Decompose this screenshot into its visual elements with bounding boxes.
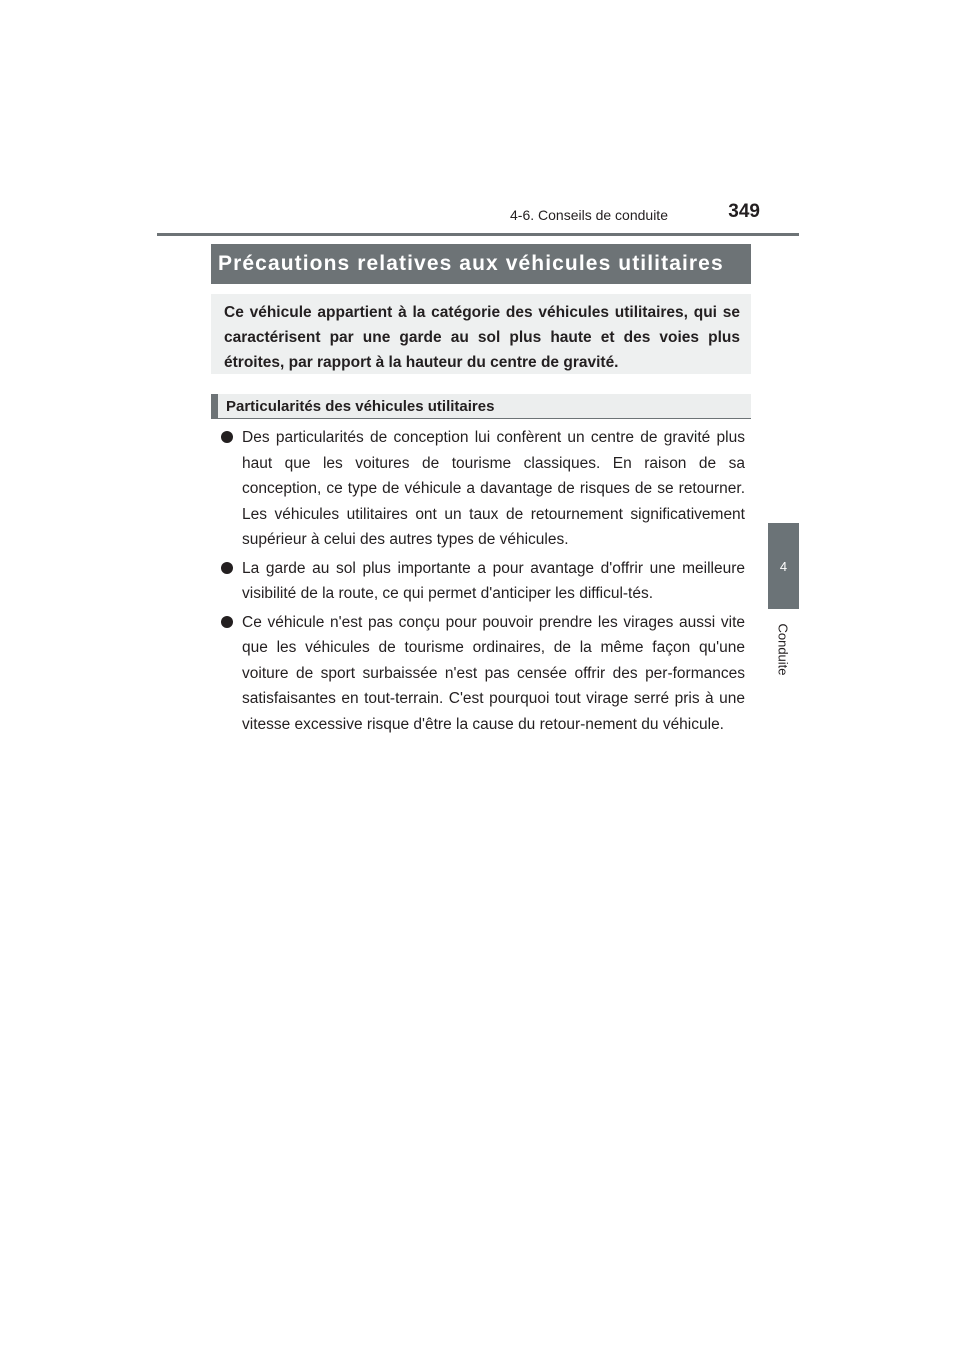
bullet-text: Ce véhicule n'est pas conçu pour pouvoir prendre les virages aussi vite que les véhicules de tourisme ordinaires, de la même façon qu'une voiture de sport surbaissée n'est pas censée offrir des per-formances satisfaisantes en tout-terrain. C'est pourquoi tout virage serré pris à une vitesse excessive risque d'être la cause du retour-nement du véhicule.	[242, 613, 745, 733]
list-item	[221, 425, 745, 553]
intro-box	[211, 294, 751, 374]
chapter-label-container	[768, 612, 799, 687]
list-item	[221, 556, 745, 607]
intro-text: Ce véhicule appartient à la catégorie des véhicules utilitaires, qui se caractérisent par une garde au sol plus haute et des voies plus étroites, par rapport à la hauteur du centre de gravité.	[224, 304, 740, 371]
chapter-tab	[768, 523, 799, 609]
page-header	[0, 0, 960, 240]
sub-heading: Particularités des véhicules utilitaires	[211, 394, 751, 419]
bullet-dot-icon	[221, 431, 233, 443]
chapter-reference: 4-6. Conseils de conduite	[510, 207, 668, 223]
page-number: 349	[728, 201, 760, 222]
chapter-number: 4	[779, 558, 788, 574]
section-title: Précautions relatives aux véhicules utilitaires	[211, 244, 751, 284]
bullet-text: La garde au sol plus importante a pour avantage d'offrir une meilleure visibilité de la route, ce qui permet d'anticiper les difficul-tés.	[242, 559, 745, 602]
bullet-dot-icon	[221, 616, 233, 628]
bullet-list	[221, 425, 745, 740]
list-item	[221, 610, 745, 738]
chapter-label: Conduite	[776, 623, 792, 676]
header-divider	[157, 233, 799, 236]
bullet-text: Des particularités de conception lui confèrent un centre de gravité plus haut que les voitures de tourisme classiques. En raison de sa conception, ce type de véhicule a davantage de risques de se retourner. Les véhicules utilitaires ont un taux de retournement significativement supérieur à celui des autres types de véhicules.	[242, 429, 745, 548]
bullet-dot-icon	[221, 562, 233, 574]
